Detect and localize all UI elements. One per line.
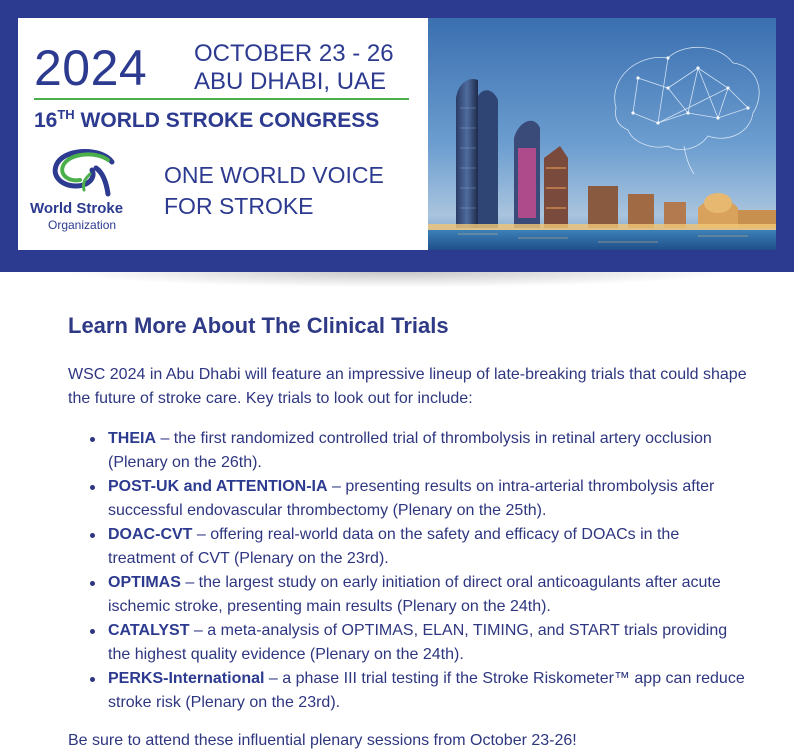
- event-year: 2024: [34, 40, 148, 96]
- list-item: [88, 619, 748, 667]
- trial-name: THEIA: [108, 430, 156, 447]
- banner-card: [18, 18, 776, 250]
- wso-swirl-icon: [50, 148, 118, 198]
- bullet-icon: [90, 677, 95, 682]
- banner-text-panel: [18, 18, 428, 250]
- logo-name: World Stroke: [30, 200, 124, 217]
- trial-name: OPTIMAS: [108, 574, 181, 591]
- article-heading: Learn More About The Clinical Trials: [68, 313, 449, 338]
- trial-name: PERKS-International: [108, 670, 265, 687]
- list-item: [88, 523, 748, 571]
- closing-paragraph: Be sure to attend these influential plenary sessions from October 23-26!: [68, 732, 577, 749]
- trial-description: – offering real-world data on the safety and efficacy of DOACs in the treatment of CVT (Plenary on the 23rd).: [108, 526, 680, 567]
- slogan-line1: ONE WORLD VOICE: [164, 162, 384, 188]
- header-banner: [0, 0, 794, 272]
- divider-line: [34, 98, 409, 100]
- logo-org: Organization: [48, 218, 117, 232]
- congress-name: WORLD STROKE CONGRESS: [80, 109, 380, 132]
- event-dates-location: [194, 40, 394, 96]
- wso-logo[interactable]: [30, 148, 140, 232]
- slogan-line2: FOR STROKE: [164, 193, 314, 219]
- bullet-icon: [90, 485, 95, 490]
- list-item: [88, 427, 748, 475]
- trial-name: CATALYST: [108, 622, 190, 639]
- trial-name: POST-UK and ATTENTION-IA: [108, 478, 328, 495]
- trial-description: – a phase III trial testing if the Stroke Riskometer™ app can reduce stroke risk (Plenary on the 23rd).: [108, 670, 745, 711]
- list-item: [88, 475, 748, 523]
- list-item: [88, 571, 748, 619]
- bullet-icon: [90, 533, 95, 538]
- article-body: [68, 311, 748, 753]
- event-dates: OCTOBER 23 - 26: [194, 40, 394, 67]
- bullet-icon: [90, 629, 95, 634]
- trials-list: [88, 427, 748, 715]
- bullet-icon: [90, 437, 95, 442]
- list-item: [88, 667, 748, 715]
- bullet-icon: [90, 581, 95, 586]
- trial-description: – the largest study on early initiation of direct oral anticoagulants after acute ischemic stroke, presenting main results (Plenary on the 24th).: [108, 574, 721, 615]
- trial-description: – the first randomized controlled trial of thrombolysis in retinal artery occlusion (Plenary on the 26th).: [108, 430, 712, 471]
- event-location: ABU DHABI, UAE: [194, 68, 387, 95]
- congress-title: [34, 107, 379, 133]
- slogan: [164, 160, 384, 222]
- banner-shadow: [0, 272, 794, 294]
- intro-paragraph: WSC 2024 in Abu Dhabi will feature an impressive lineup of late-breaking trials that could shape the future of stroke care. Key trials to look out for include:: [68, 366, 747, 407]
- trial-description: – presenting results on intra-arterial thrombolysis after successful endovascular thrombectomy (Plenary on the 25th).: [108, 478, 715, 519]
- abu-dhabi-skyline-image: [428, 18, 776, 250]
- trial-description: – a meta-analysis of OPTIMAS, ELAN, TIMING, and START trials providing the highest quality evidence (Plenary on the 24th).: [108, 622, 728, 663]
- congress-suffix: TH: [57, 107, 75, 122]
- congress-number: 16: [34, 109, 58, 132]
- trial-name: DOAC-CVT: [108, 526, 193, 543]
